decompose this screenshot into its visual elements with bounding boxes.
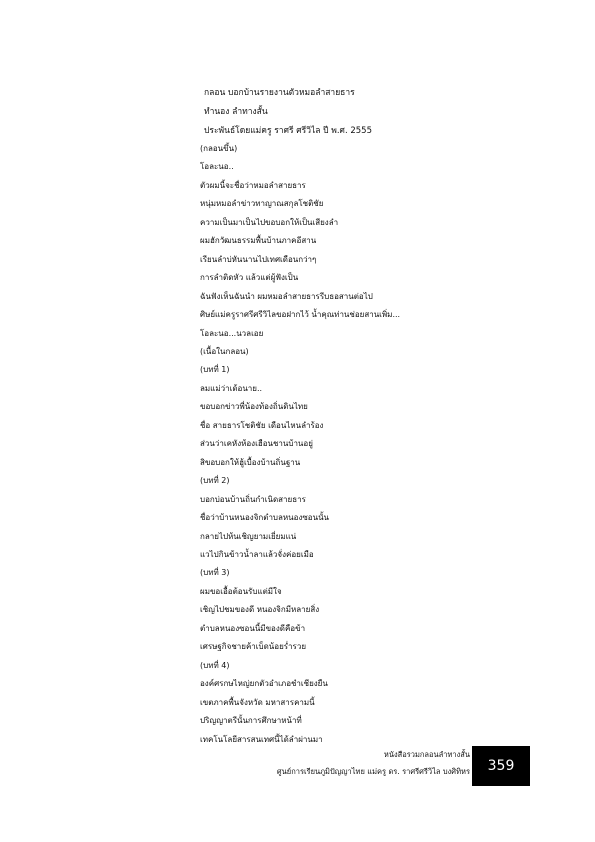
poem-header [204, 84, 534, 141]
poem-line: ส่วนว่าเคหังห้องเฮือนชานบ้านอยู่ [200, 439, 313, 449]
poem-line: หนุ่มหมอลำข่าวทาญาณสกุลโชติชัย [200, 199, 324, 209]
poem-line: ผมฮักวัฒนธรรมพื้นบ้านภาคอีสาน [200, 236, 317, 246]
publisher-line: ศูนย์การเรียนภูมิปัญญาไทย แม่ครู ดร. ราศรีศรีวิไล บงศิทิหร [276, 767, 470, 776]
poem-line: เชิญไปชมของดี หนองจิกมีหลายสิ่ง [200, 605, 320, 615]
poem-line: ปริญญาตรีนั้นการศึกษาหน้าที่ [200, 716, 302, 726]
poem-line: ผมขอเอื้อต้อนรับแต่มีใจ [200, 586, 282, 596]
poem-melody: ทำนอง ลำทางสั้น [204, 107, 268, 117]
poem-line: การลำติดหัว แล้วแต่ผู้ฟังเป็น [200, 273, 299, 283]
poem-line: บอกบ่อนบ้านถิ่นกำเนิดสายธาร [200, 494, 306, 504]
poem-line: เรียนลำบ่หันนานไปเทศเดือนกว่าๆ [200, 254, 317, 264]
poem-line: สิขอบอกให้ฮู้เบื้องบ้านถิ่นฐาน [200, 457, 301, 467]
poem-line: ตำบลหนองซอนนี้มีของดีคือข้า [200, 623, 306, 633]
poem-line: เศรษฐกิจชายค้าเบ็ดน้อยร่ำรวย [200, 642, 307, 652]
poem-line: แวไปกินข้าวน้ำลาแล้วจั่งค่อยเมือ [200, 549, 314, 559]
poem-line: องค์ศรกษไหญ่ยกตัวอำเภอชำเชียงยืน [200, 679, 328, 689]
page-number: 359 [472, 746, 530, 786]
poem-line: ตัวผมนี้จะชื่อว่าหมอลำสายธาร [200, 180, 306, 190]
poem-line: ชื่อ สายธารโชติชัย เดือนไหนลำร้อง [200, 420, 324, 430]
poem-line: ชื่อว่าบ้านหนองจิกตำบลหนองซอนนั้น [200, 513, 330, 523]
poem-line: โอละนอ.. [200, 162, 234, 172]
poem-line: เทคโนโลยีสารสนเทศนี้ได้ลำผ่านมา [200, 734, 323, 744]
poem-line: (บทที่ 4) [200, 660, 230, 670]
poem-line: โอละนอ...นวลเอย [200, 328, 264, 338]
poem-body [200, 140, 540, 749]
poem-line: ความเป็นมาเป็นไปขอบอกให้เป็นเสียงลำ [200, 217, 339, 227]
poem-line: กลายไปห้นเชิญยามเยี่ยมแน่ [200, 531, 297, 541]
poem-line: (บทที่ 1) [200, 365, 230, 375]
poem-line: (กลอนขึ้น) [200, 144, 238, 153]
poem-line: (บทที่ 2) [200, 476, 230, 486]
poem-line: เขตภาคพื้นจังหวัด มหาสารคามนี้ [200, 697, 315, 707]
poem-title: กลอน บอกบ้านรายงานตัวหมอลำสายธาร [204, 88, 355, 98]
poem-line: ขอบอกข่าวพี่น้องท้องถิ่นดินไทย [200, 402, 308, 412]
poem-line: ศิษย์แม่ครูราศรีศรีวิไลขอฝากไว้ น้ำคุณท่านช่อยสานเพิ่ม... [200, 310, 401, 320]
poem-line: (เนื้อในกลอน) [200, 346, 249, 356]
book-title: หนังสือรวมกลอนลำทางสั้น [383, 750, 470, 759]
poem-line: (บทที่ 3) [200, 568, 230, 578]
poem-line: ฉันฟังเห็นฉันนำ ผมหมอลำสายธารรีบธอสานต่อไป [200, 291, 373, 301]
poem-author: ประพันธ์โดยแม่ครู ราศรี ศรีวิไล ปี พ.ศ. 2555 [204, 126, 372, 136]
page-footer [277, 746, 470, 780]
poem-line: ลมแม่ว่าเด้อนาย.. [200, 383, 263, 393]
